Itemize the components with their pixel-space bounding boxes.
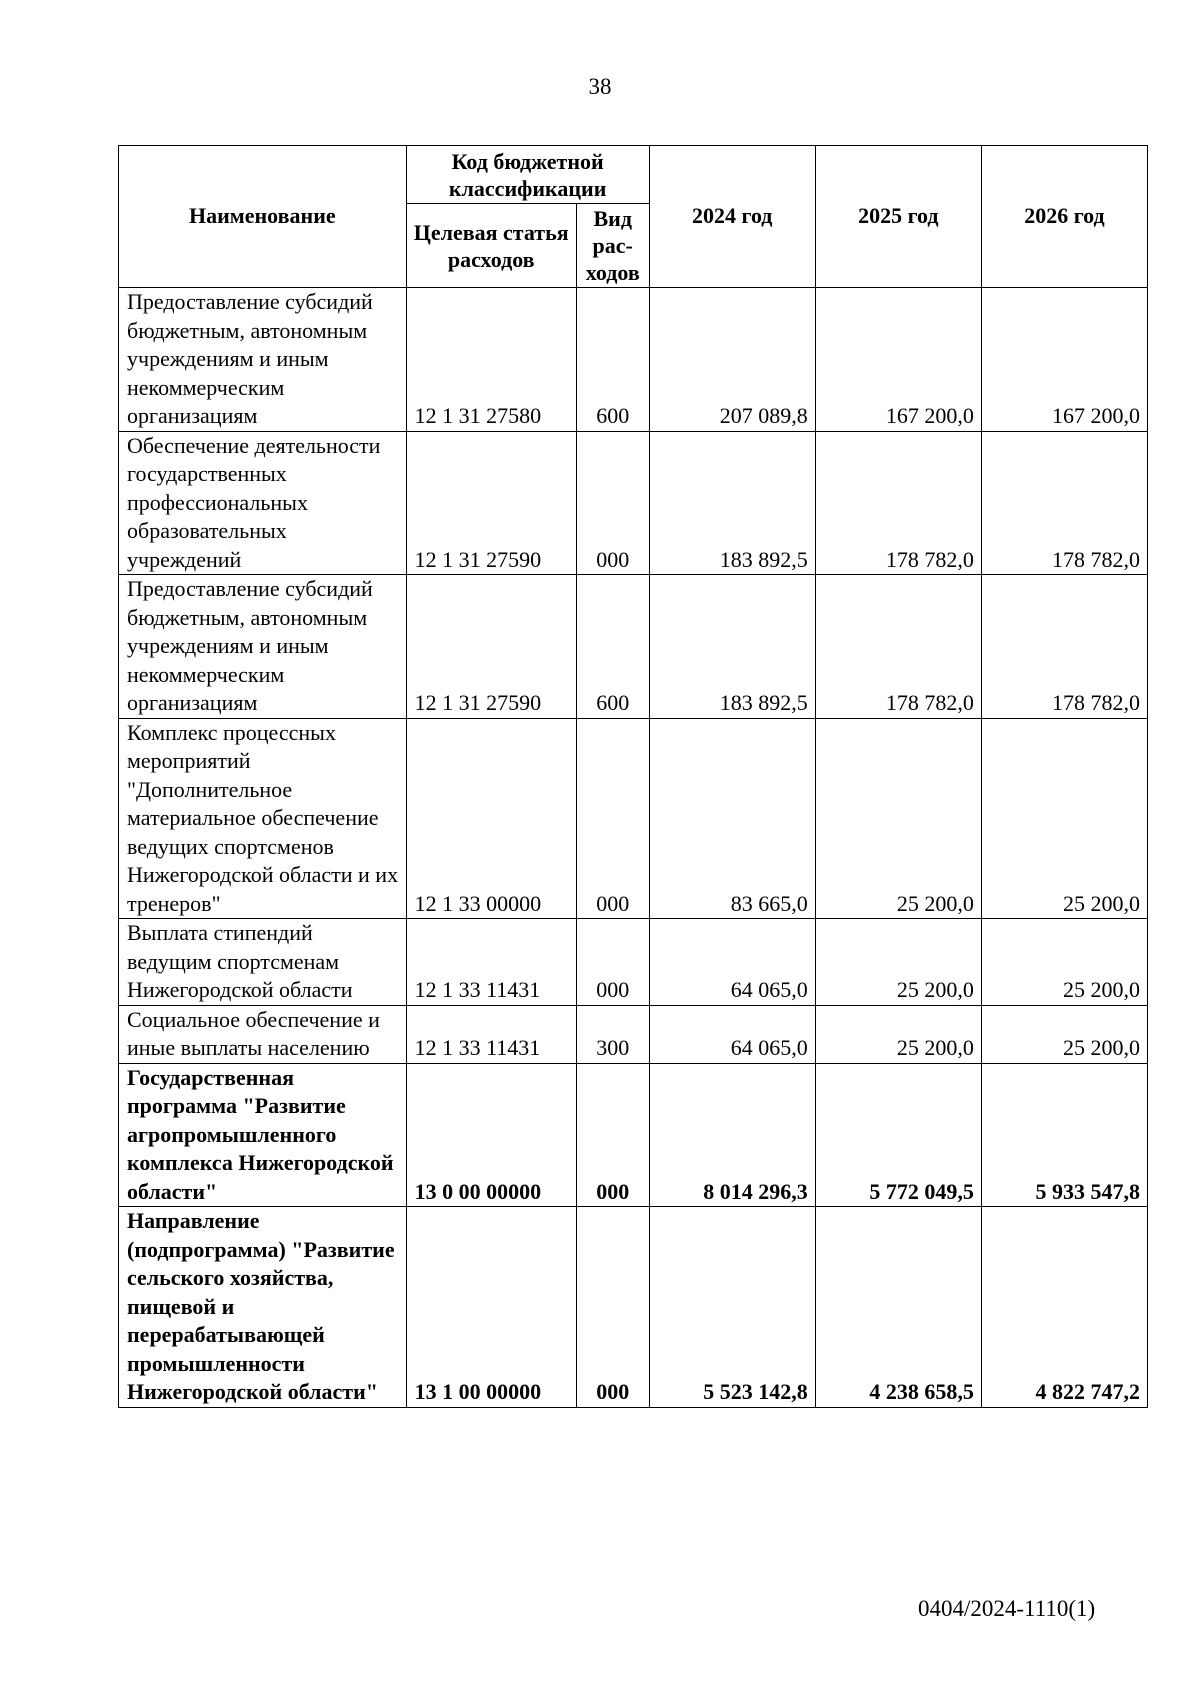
table-header — [119, 146, 1148, 288]
row-expense-kind-cell: 000 — [576, 431, 649, 575]
header-2024: 2024 год — [649, 146, 815, 288]
table-row — [119, 1207, 1148, 1408]
row-2024-cell: 64 065,0 — [649, 919, 815, 1006]
row-2025-cell: 178 782,0 — [815, 431, 981, 575]
header-code-group: Код бюджетной классификации — [406, 146, 649, 204]
table-row — [119, 1063, 1148, 1207]
table-row — [119, 288, 1148, 432]
row-2026-cell: 167 200,0 — [981, 288, 1147, 432]
row-2024-cell: 183 892,5 — [649, 431, 815, 575]
row-expense-kind-cell: 300 — [576, 1005, 649, 1063]
table-row — [119, 718, 1148, 919]
row-name-cell: Направление (подпрограмма) "Развитие сельского хозяйства, пищевой и перерабатывающей промышленности Нижегородской области" — [119, 1207, 407, 1408]
document-id: 0404/2024-1110(1) — [918, 1596, 1096, 1621]
row-2026-cell: 25 200,0 — [981, 919, 1147, 1006]
row-expense-kind-cell: 600 — [576, 575, 649, 719]
row-2026-cell: 25 200,0 — [981, 718, 1147, 919]
row-expense-kind-cell: 000 — [576, 919, 649, 1006]
row-name-cell: Обеспечение деятельности государственных профессиональных образовательных учреждений — [119, 431, 407, 575]
row-name-cell: Государственная программа "Развитие агропромышленного комплекса Нижегородской области" — [119, 1063, 407, 1207]
row-2025-cell: 4 238 658,5 — [815, 1207, 981, 1408]
row-2024-cell: 5 523 142,8 — [649, 1207, 815, 1408]
row-2024-cell: 83 665,0 — [649, 718, 815, 919]
row-2025-cell: 5 772 049,5 — [815, 1063, 981, 1207]
row-2025-cell: 178 782,0 — [815, 575, 981, 719]
row-2024-cell: 8 014 296,3 — [649, 1063, 815, 1207]
row-target-article-cell: 12 1 31 27580 — [406, 288, 576, 432]
row-name-cell: Комплекс процессных мероприятий "Дополнительное материальное обеспечение ведущих спортсменов Нижегородской области и их тренеров" — [119, 718, 407, 919]
row-expense-kind-cell: 600 — [576, 288, 649, 432]
row-2024-cell: 64 065,0 — [649, 1005, 815, 1063]
page-number: 38 — [588, 74, 612, 99]
table-row — [119, 575, 1148, 719]
row-2024-cell: 183 892,5 — [649, 575, 815, 719]
row-name-cell: Выплата стипендий ведущим спортсменам Нижегородской области — [119, 919, 407, 1006]
header-expense-kind: Вид рас-ходов — [576, 204, 649, 288]
row-2026-cell: 4 822 747,2 — [981, 1207, 1147, 1408]
row-2026-cell: 178 782,0 — [981, 431, 1147, 575]
row-target-article-cell: 13 1 00 00000 — [406, 1207, 576, 1408]
header-name: Наименование — [119, 146, 407, 288]
row-2026-cell: 25 200,0 — [981, 1005, 1147, 1063]
row-2025-cell: 25 200,0 — [815, 919, 981, 1006]
budget-table — [118, 145, 1148, 1408]
row-target-article-cell: 12 1 31 27590 — [406, 431, 576, 575]
row-name-cell: Предоставление субсидий бюджетным, автономным учреждениям и иным некоммерческим организациям — [119, 575, 407, 719]
row-2024-cell: 207 089,8 — [649, 288, 815, 432]
row-target-article-cell: 12 1 33 00000 — [406, 718, 576, 919]
row-2025-cell: 25 200,0 — [815, 1005, 981, 1063]
row-name-cell: Предоставление субсидий бюджетным, автономным учреждениям и иным некоммерческим организациям — [119, 288, 407, 432]
row-target-article-cell: 12 1 33 11431 — [406, 919, 576, 1006]
budget-table-container — [118, 145, 1148, 1408]
row-name-cell: Социальное обеспечение и иные выплаты населению — [119, 1005, 407, 1063]
row-expense-kind-cell: 000 — [576, 1063, 649, 1207]
row-target-article-cell: 12 1 33 11431 — [406, 1005, 576, 1063]
header-2026: 2026 год — [981, 146, 1147, 288]
table-row — [119, 1005, 1148, 1063]
row-expense-kind-cell: 000 — [576, 1207, 649, 1408]
row-target-article-cell: 13 0 00 00000 — [406, 1063, 576, 1207]
row-expense-kind-cell: 000 — [576, 718, 649, 919]
table-row — [119, 431, 1148, 575]
row-2025-cell: 167 200,0 — [815, 288, 981, 432]
table-row — [119, 919, 1148, 1006]
header-target-article: Целевая статья расходов — [406, 204, 576, 288]
table-body — [119, 288, 1148, 1408]
row-2026-cell: 178 782,0 — [981, 575, 1147, 719]
header-2025: 2025 год — [815, 146, 981, 288]
row-target-article-cell: 12 1 31 27590 — [406, 575, 576, 719]
row-2026-cell: 5 933 547,8 — [981, 1063, 1147, 1207]
row-2025-cell: 25 200,0 — [815, 718, 981, 919]
